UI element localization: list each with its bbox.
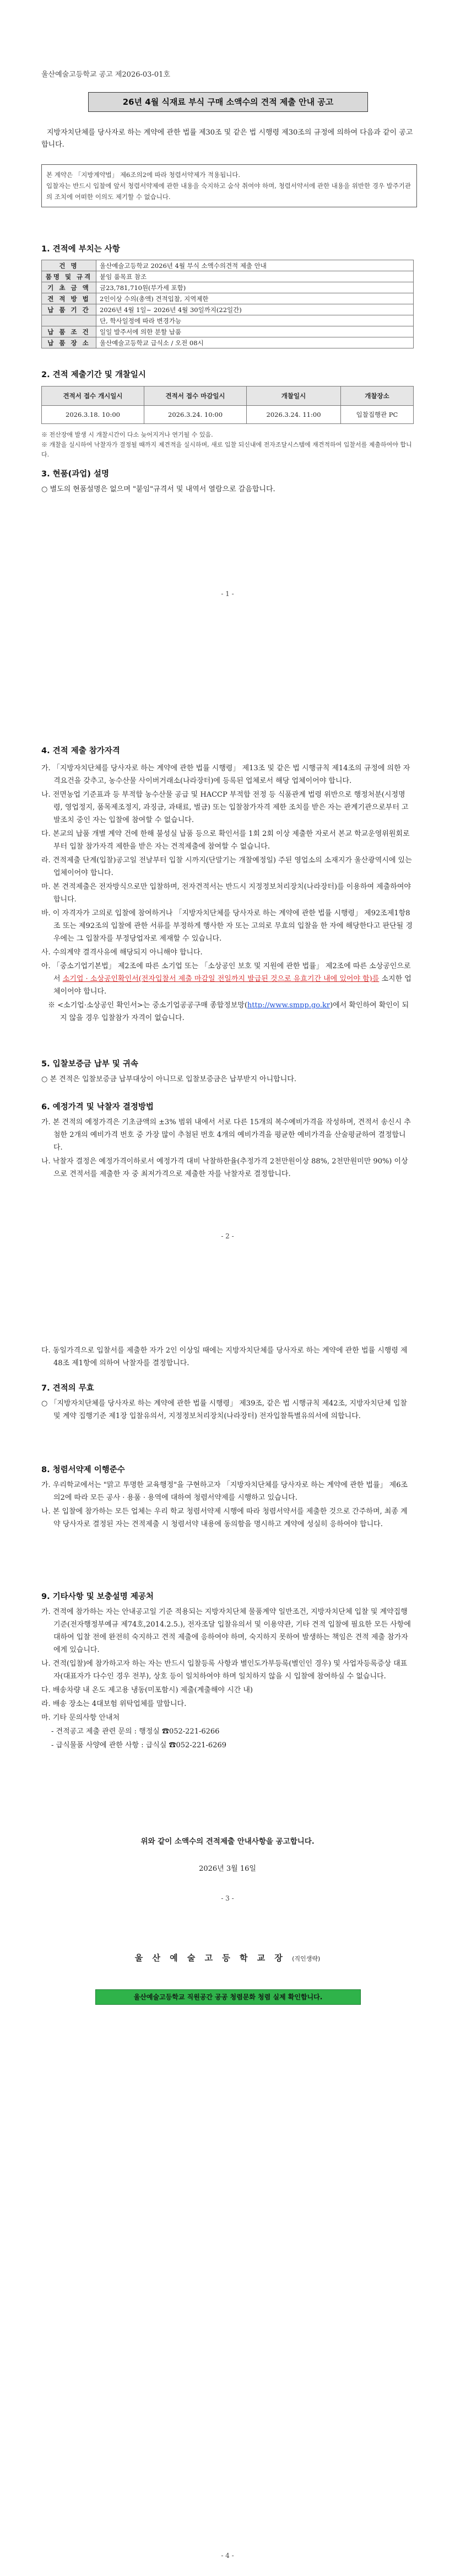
section-4-item: 사. 수의계약 결격사유에 해당되지 아니해야 합니다. — [41, 948, 203, 957]
section-5-text: ○ 본 견적은 입찰보증금 납부대상이 아니므로 입찰보증금은 납부받지 아니합니다. — [41, 1075, 296, 1083]
integrity-notice-line: 본 계약은 「지방계약법」 제6조의2에 따라 청렴서약제가 적용됩니다. — [46, 171, 241, 179]
section-7-heading: 7. 견적의 무효 — [41, 1384, 94, 1393]
overview-row — [42, 271, 414, 282]
overview-row — [42, 315, 414, 326]
overview-row — [42, 337, 414, 348]
section-4-item-b — [41, 999, 414, 1024]
schedule-cell: 2026.3.18. 10:00 — [42, 406, 144, 424]
overview-table — [41, 260, 414, 348]
item-a-text: 아. 「중소기업기본법」 제2조에 따른 소기업 또는 「소상공인 보호 및 지원에 관한 법률」 제2조에 따른 소상공인으로서 — [41, 962, 411, 983]
section-6-item: 가. 본 견적의 예정가격은 기초금액의 ±3% 범위 내에서 서로 다른 15개의 복수예비가격을 작성하며, 견적서 송신시 추첨한 2개의 예비가격 번호 중 가장 많이 추첨된 번호 4개의 예비가격을 평균한 예비가격을 산술평균하여 결정합니다. — [41, 1118, 411, 1152]
integrity-notice-line: 입찰자는 반드시 입찰에 앞서 청렴서약제에 관한 내용을 숙지하고 숨삭 취여야 하며, 청렴서약서에 관한 내용을 위반한 경우 발주기관의 조치에 어떠한 이의도 제기할 수 없습니다. — [46, 182, 411, 201]
notice-title: 26년 4월 식재료 부식 구매 소액수의 견적 제출 안내 공고 — [88, 92, 368, 112]
overview-row — [42, 293, 414, 304]
closing-statement: 위와 같이 소액수의 견적제출 안내사항을 공고합니다. — [140, 1837, 315, 1846]
section-4-item: 나. 전면농업 기준표과 등 부적합 농수산물 공급 및 HACCP 부적합 전정 등 식품관계 법령 위반으로 행정처분(시정명령, 영업정지, 품목제조정지, 과징금, 과태료, 벌금) 또는 입찰참가자격 제한 조치를 받은 자는 관계기관으로부터 고발조치 중인 자는 입찰에 참여할 수 없습니다. — [41, 791, 409, 824]
page-1 — [0, 0, 455, 640]
page-number: - 1 - — [221, 590, 234, 598]
section-9-item: 나. 견적(입찰)에 참가하고자 하는 자는 반드시 입찰등록 사항과 별인도가부등록(별인인 경우) 및 사업자등록증상 대표자(대표자가 다수인 경우 전부), 상호 등이 일치하여야 하며 일치하지 않을 시 입찰에 참여하실 수 없습니다. — [41, 1660, 408, 1681]
overview-key: 기 초 금 액 — [42, 282, 96, 293]
section-9-body — [41, 1606, 414, 1753]
section-9-item: 가. 견적에 참가하는 자는 안내공고일 기준 적용되는 지방자치단체 물품계약 일반조건, 지방자치단체 입찰 및 계약집행기준(전자행정부예규 제74호,2014.2.5.), 전자조달 입찰유의서 및 이용약관, 기타 견적 입찰에 필요한 모든 사항에 대하여 입찰 전에 완전히 숙지하고 견적 제출에 응하여야 하며, 숙지하지 못하여 발생하는 책임은 견적 제출 참가자에게 있습니다. — [41, 1608, 411, 1654]
notice-number: 울산예술고등학교 공고 제2026-03-01호 — [41, 71, 170, 79]
section-3-text: ○ 별도의 현품설명은 없으며 "붙임"규격서 및 내역서 열람으로 갈음합니다. — [41, 485, 275, 493]
page-4 — [0, 1923, 455, 2576]
notice-date: 2026년 3월 16일 — [199, 1865, 256, 1873]
schedule-cell: 2026.3.24. 11:00 — [247, 406, 341, 424]
schedule-note: ※ 개찰을 실시하여 낙찰자가 결정될 때까지 제견적을 실시하며, 새로 입찰 되신내에 전자조달시스템에 재견적하여 입찰서를 제출하여야 합니다. — [41, 441, 412, 458]
overview-key: 납 품 장 소 — [42, 337, 96, 348]
signature-name: 울 산 예 술 고 등 학 교 장 — [134, 1953, 286, 1963]
integrity-notice-box — [41, 164, 417, 207]
page-3 — [0, 1284, 455, 1923]
section-4-item: 마. 본 견적제출은 전자방식으로만 입찰하며, 전자견적서는 반드시 지정정보처리장치(나라장터)를 이용하여 제출하여야 합니다. — [41, 883, 411, 904]
school-principal-signature — [41, 1952, 414, 1963]
schedule-cell: 2026.3.24. 10:00 — [144, 406, 247, 424]
schedule-cell: 입찰집행관 PC — [340, 406, 413, 424]
seal-omitted-note: (직인생략) — [292, 1955, 321, 1962]
section-7-body — [41, 1397, 414, 1424]
overview-value: 금23,781,710원(부가세 포함) — [96, 282, 414, 293]
section-4-item: 바. 이 자격자가 고의로 입찰에 참여하거나 「지방자치단체를 당사자로 하는 계약에 관한 법률 시행령」 제92조제1항8조 또는 제92조의 입찰에 관한 서류를 부정하게 행사한 자 또는 고의로 무효의 입찰을 한 자에 해당한다고 판단될 경우에는 그 입찰자를 부정당업자로 제재할 수 있습니다. — [41, 909, 413, 943]
schedule-header-row — [42, 387, 414, 406]
item-a-highlight: 소기업 · 소상공인확인서(전자입찰서 제출 마감일 전일까지 발급된 것으로 유효기간 내에 있어야 함)를 — [62, 975, 380, 983]
overview-row — [42, 282, 414, 293]
overview-row — [42, 260, 414, 271]
intro-paragraph — [41, 127, 414, 151]
section-3-body — [41, 483, 414, 497]
overview-row — [42, 326, 414, 337]
overview-key: 건 명 — [42, 260, 96, 271]
section-6-item: 나. 낙찰자 결정은 예정가격이하로서 예정가격 대비 낙찰하한율(추정가격 2천만원이상 88%, 2천만원미만 90%) 이상으로 견적서를 제출한 자 중 최저가격으로 제출한 자를 낙찰자로 결정합니다. — [41, 1157, 408, 1178]
section-9-heading: 9. 기타사항 및 보충설명 제공처 — [41, 1592, 154, 1601]
section-4-body — [41, 762, 414, 1026]
section-9-contact: - 견적공고 제출 관련 문의 : 행정실 ☎052-221-6266 — [51, 1727, 220, 1736]
page-number: - 4 - — [221, 2552, 234, 2559]
item-b-text-end: )에서 확인하여 확인이 되지 않을 경우 입찰참가 자격이 없습니다. — [60, 1001, 409, 1022]
section-9-item: 라. 배송 장소는 4대보험 위탁업체를 말합니다. — [41, 1700, 187, 1708]
section-6-body — [41, 1116, 414, 1182]
section-4-heading: 4. 견적 제출 참가자격 — [41, 747, 120, 755]
schedule-header: 개찰일시 — [247, 387, 341, 406]
section-4-item: 다. 본교의 납품 개별 계약 건에 한해 불성실 납품 등으로 확인서를 1회 2회 이상 제출한 자로서 본교 학교운영위원회로부터 입찰 참가자격 제한을 받은 자는 견적제출에 참여할 수 없습니다. — [41, 830, 410, 851]
overview-value: 붙임 품목표 참조 — [96, 271, 414, 282]
smpp-link[interactable]: http://www.smpp.go.kr — [247, 1001, 331, 1010]
section-2-heading: 2. 견적 제출기간 및 개찰일시 — [41, 371, 146, 379]
section-6-continued — [41, 1344, 414, 1371]
overview-value: 단, 학사일정에 따라 변경가능 — [96, 315, 414, 326]
section-4-item-a — [41, 960, 414, 998]
section-8-item: 가. 우리학교에서는 "맑고 투명한 교육행정"을 구현하고자 「지방자치단체를 당사자로 하는 계약에 관한 법률」 제6조의2에 따라 모든 공사 · 용품 · 용역에 대하여 청렴서약제를 시행하고 있습니다. — [41, 1481, 408, 1502]
intro-text: 지방자치단체를 당사자로 하는 계약에 관한 법률 제30조 및 같은 법 시행령 제30조의 규정에 의하여 다음과 같이 공고합니다. — [41, 128, 413, 149]
section-9-contact: - 급식물품 사양에 관한 사항 : 급식실 ☎052-221-6269 — [51, 1741, 227, 1749]
overview-value: 울산예술고등학교 급식소 / 오전 08시 — [96, 337, 414, 348]
section-6-item: 다. 동일가격으로 입찰서를 제출한 자가 2인 이상일 때에는 지방자치단체를 당사자로 하는 계약에 관한 법률 시행령 제48조 제1항에 의하여 낙찰자를 결정합니다. — [41, 1346, 408, 1367]
overview-key: 납 품 조 건 — [42, 326, 96, 337]
page-number: - 2 - — [221, 1232, 234, 1240]
section-1-heading: 1. 견적에 부치는 사항 — [41, 245, 120, 254]
item-b-text: ※ <소기업·소상공인 확인서>는 중소기업공공구매 종합정보망( — [48, 1001, 247, 1010]
section-8-heading: 8. 청렴서약제 이행준수 — [41, 1466, 125, 1474]
schedule-notes — [41, 430, 414, 460]
section-9-item: 다. 배송차량 내 온도 제고용 냉동(미포함시) 제출(계출해야 시간 내) — [41, 1686, 253, 1694]
schedule-row — [42, 406, 414, 424]
overview-row — [42, 304, 414, 315]
integrity-slogan-banner: 울산예술고등학교 직원공간 공공 청렴문화 청렴 실제 확인합니다. — [95, 1989, 361, 2005]
schedule-table — [41, 386, 414, 424]
overview-key — [42, 315, 96, 326]
overview-value: 울산예술고등학교 2026년 4월 부식 소액수의견적 제출 안내 — [96, 260, 414, 271]
section-4-item: 라. 견적제출 단계(입찰)공고일 전날부터 입찰 시까지(단말기는 개찰예정일) 주된 영업소의 소재지가 울산광역시에 있는 업체이어야 합니다. — [41, 856, 412, 877]
section-4-item: 가. 「지방자치단체를 당사자로 하는 계약에 관한 법률 시행령」 제13조 및 같은 법 시행규칙 제14조의 규정에 의한 자격요건을 갖추고, 농수산물 사이버거래소(나라장터)에 등록된 업체로서 해당 업체이어야 합니다. — [41, 764, 410, 785]
item-a-text-end: 소지한 업체이어야 합니다. — [53, 975, 411, 996]
overview-key: 납 품 기 간 — [42, 304, 96, 315]
overview-value: 2026년 4월 1일~ 2026년 4월 30일까지(22일간) — [96, 304, 414, 315]
schedule-header: 견적서 접수 마감일시 — [144, 387, 247, 406]
section-3-heading: 3. 현품(과업) 설명 — [41, 470, 109, 479]
schedule-note: ※ 전산장애 발생 시 개찰시간이 다소 늦어지거나 연기될 수 있음. — [41, 431, 213, 438]
page-number: - 3 - — [221, 1895, 234, 1902]
schedule-header: 견적서 접수 개시일시 — [42, 387, 144, 406]
section-7-text: ○ 「지방자치단체를 당사자로 하는 계약에 관한 법률 시행령」 제39조, 같은 법 시행규칙 제42조, 지방자치단체 입찰 및 계약 집행기준 제1장 입찰유의서, 지정정보처리장치(나라장터) 전자입찰특별유의서에 의합니다. — [41, 1399, 407, 1420]
section-8-item: 나. 본 입찰에 참가하는 모든 업체는 우리 학교 청렴서약제 시행에 따라 청렴서약서를 제출한 것으로 간주하며, 최종 계약 당사자로 결정된 자는 견적제출 시 청렴서약 내용에 동의함을 명시하고 계약에 성실히 응하여야 합니다. — [41, 1507, 408, 1528]
overview-value: 일일 발주서에 의한 분할 납품 — [96, 326, 414, 337]
schedule-header: 개찰장소 — [340, 387, 413, 406]
section-5-body — [41, 1073, 414, 1087]
section-5-heading: 5. 입찰보증금 납부 및 귀속 — [41, 1060, 138, 1069]
section-9-item: 마. 기타 문의사항 안내처 — [41, 1714, 120, 1722]
section-6-heading: 6. 예정가격 및 낙찰자 결정방법 — [41, 1103, 154, 1112]
section-8-body — [41, 1479, 414, 1532]
overview-key: 품명 및 규격 — [42, 271, 96, 282]
overview-value: 2인이상 수의(총액) 견적입찰, 지역제한 — [96, 293, 414, 304]
overview-key: 견 적 방 법 — [42, 293, 96, 304]
page-2 — [0, 640, 455, 1284]
